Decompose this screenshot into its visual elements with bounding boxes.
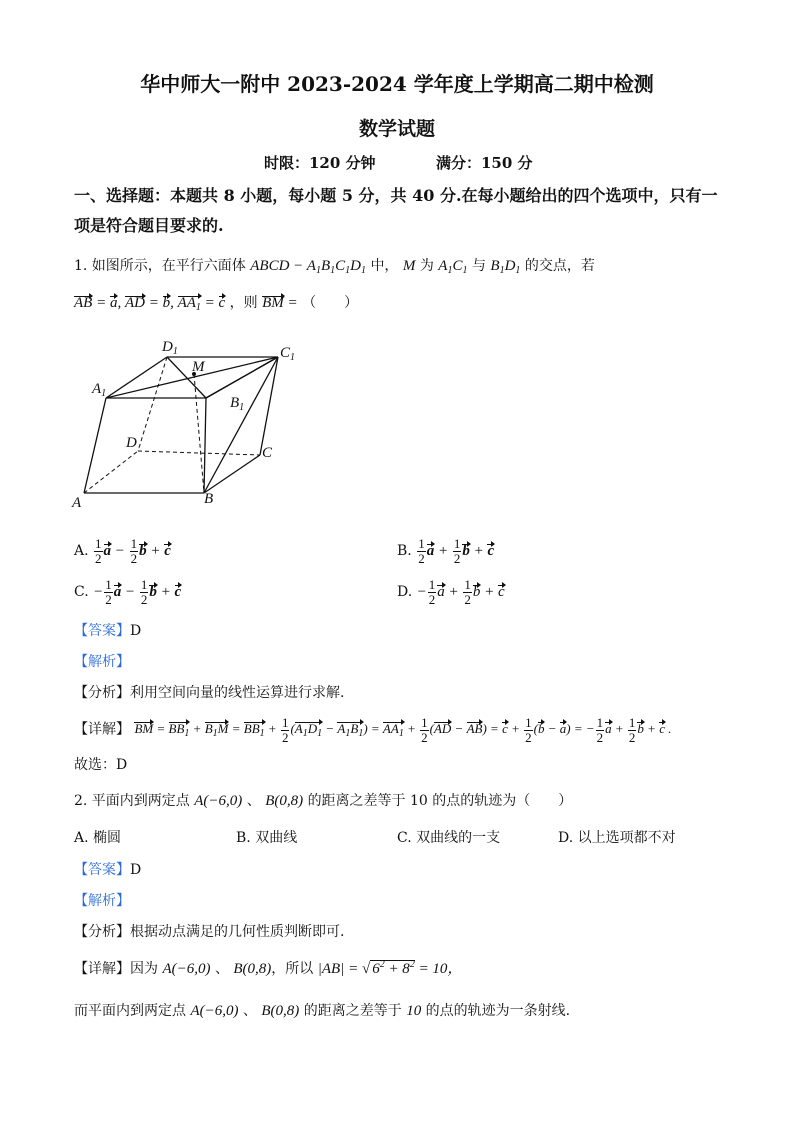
q1-stem-mid1: 中， bbox=[370, 258, 399, 274]
q1-option-b[interactable]: B. $\frac{1}{2}$ a + $\frac{1}{2}$ b + c bbox=[397, 536, 495, 566]
q2-last-point-b: B(0,8) bbox=[261, 1003, 300, 1019]
q2-point-a: A(−6,0) bbox=[194, 793, 243, 809]
q2-stem-prefix: 2. 平面内到两定点 bbox=[74, 793, 190, 809]
q2-detail-tag: 【详解】 bbox=[74, 961, 130, 977]
label-c: C bbox=[262, 445, 273, 461]
q2-last-c: 的点的轨迹为一条射线. bbox=[425, 1003, 571, 1019]
q1-paren: （ ） bbox=[302, 295, 359, 311]
q1-stem-mid3: 与 bbox=[471, 258, 486, 274]
q1-option-d-label: D. bbox=[397, 583, 413, 600]
q1-analysis-tag: 【解析】 bbox=[74, 654, 130, 670]
section-heading: 一、选择题：本题共 8 小题，每小题 5 分，共 40 分.在每小题给出的四个选项中，只有一项是符合题目要求的. bbox=[74, 186, 718, 235]
q2-detail-points: A(−6,0) bbox=[162, 961, 211, 977]
q2-option-b[interactable]: B. 双曲线 bbox=[236, 830, 298, 846]
q1-option-c-label: C. bbox=[74, 583, 89, 600]
q1-vector-defs: AB = a, AD = b, $AA_1 = c$ bbox=[74, 295, 226, 313]
q2-last-a: 而平面内到两定点 bbox=[74, 1003, 186, 1019]
q1-seg-a1c1: $A_1C_1$ bbox=[438, 258, 468, 276]
q1-detail-formula: BM = $BB_1 + B_1M = BB_1$ + $\frac{1}{2}$ $(A_1D_1 - A_1B_1) = AA_1$ + $\frac{1}{2}$ (AD − AB) = c + $\frac{1}{2}$ (b − a) = − $\frac{1}{2}$ a + $\frac{1}{2}$ b + c . bbox=[134, 715, 672, 745]
q2-answer-value: D bbox=[130, 862, 142, 878]
q1-option-a[interactable]: A. $\frac{1}{2}$ a − $\frac{1}{2}$ b + c bbox=[74, 536, 171, 566]
q2-option-a[interactable]: A. 椭圆 bbox=[74, 830, 122, 846]
label-m: M bbox=[192, 359, 205, 375]
q1-option-a-label: A. bbox=[74, 542, 89, 559]
label-b1: $B_1$ bbox=[230, 395, 245, 413]
q2-answer bbox=[74, 859, 141, 879]
q1-fenxi-tag: 【分析】 bbox=[74, 685, 130, 701]
q2-stem-sep: 、 bbox=[246, 793, 261, 809]
full-score: 满分：150 分 bbox=[436, 154, 533, 172]
q2-fenxi bbox=[74, 921, 344, 941]
q2-detail-a: 因为 bbox=[130, 961, 158, 977]
q2-answer-tag: 【答案】 bbox=[74, 862, 130, 878]
q2-point-b: B(0,8) bbox=[265, 793, 304, 809]
q2-fenxi-text: 根据动点满足的几何性质判断即可. bbox=[130, 924, 345, 940]
q1-answer bbox=[74, 620, 141, 640]
q2-last-b: 的距离之差等于 bbox=[303, 1003, 402, 1019]
q1-vector-bm: BM = bbox=[262, 295, 298, 311]
q1-fenxi bbox=[74, 682, 344, 702]
parallelepiped-figure bbox=[70, 335, 310, 515]
q2-option-d[interactable]: D. 以上选项都不对 bbox=[558, 830, 676, 846]
q2-last-ten: 10 bbox=[406, 1003, 422, 1019]
q1-stem-mid2: 为 bbox=[419, 258, 434, 274]
q2-detail-formula: |AB| = √ $6^2 + 8^2 = 10$， bbox=[317, 959, 463, 977]
q1-option-c[interactable]: C. − $\frac{1}{2}$ a − $\frac{1}{2}$ b + c bbox=[74, 577, 182, 607]
time-limit: 时限：120 分钟 bbox=[264, 154, 376, 172]
q1-detail bbox=[74, 716, 671, 745]
label-c1: $C_1$ bbox=[280, 345, 296, 363]
q1-point-m: M bbox=[402, 258, 416, 274]
q2-fenxi-tag: 【分析】 bbox=[74, 924, 130, 940]
q2-detail-point-b: B(0,8) bbox=[233, 961, 272, 977]
q1-answer-tag: 【答案】 bbox=[74, 623, 130, 639]
q1-seg-b1d1: $B_1D_1$ bbox=[490, 258, 521, 276]
q1-fenxi-text: 利用空间向量的线性运算进行求解. bbox=[130, 685, 345, 701]
q2-detail-sep: 、 bbox=[214, 961, 229, 977]
q2-stem-mid: 的距离之差等于 10 的点的轨迹为（ ） bbox=[307, 793, 573, 809]
q1-stem-prefix: 1. 如图所示，在平行六面体 bbox=[74, 258, 246, 274]
q1-conclusion: 故选：D bbox=[74, 757, 128, 773]
q1-option-b-label: B. bbox=[397, 542, 412, 559]
label-d1: $D_1$ bbox=[162, 339, 178, 357]
q2-analysis-tag: 【解析】 bbox=[74, 893, 130, 909]
q1-stem-mid4: 的交点，若 bbox=[524, 258, 595, 274]
label-a: A bbox=[72, 495, 82, 511]
label-b: B bbox=[204, 491, 214, 507]
q1-detail-tag: 【详解】 bbox=[74, 721, 130, 738]
q1-stem-line2 bbox=[74, 292, 358, 313]
page-subtitle: 数学试题 bbox=[358, 118, 435, 140]
q1-answer-value: D bbox=[130, 623, 142, 639]
label-d: D bbox=[126, 435, 137, 451]
q1-solid-name: ABCD − $A_1B_1C_1D_1$ bbox=[250, 258, 366, 276]
q2-last-line bbox=[74, 1000, 570, 1020]
q1-option-d[interactable]: D. − $\frac{1}{2}$ a + $\frac{1}{2}$ b + c bbox=[397, 577, 505, 607]
label-a1: $A_1$ bbox=[92, 381, 107, 399]
q2-stem bbox=[74, 790, 572, 810]
q1-stem-line2-end: ，则 bbox=[229, 295, 258, 311]
q2-option-c[interactable]: C. 双曲线的一支 bbox=[397, 830, 501, 846]
q2-detail bbox=[74, 957, 462, 978]
page-title: 华中师大一附中 2023-2024 学年度上学期高二期中检测 bbox=[140, 72, 654, 96]
q1-stem-line1 bbox=[74, 255, 595, 276]
q2-last-sep: 、 bbox=[242, 1003, 257, 1019]
q2-last-point-a: A(−6,0) bbox=[190, 1003, 239, 1019]
q2-detail-b: ，所以 bbox=[271, 961, 314, 977]
